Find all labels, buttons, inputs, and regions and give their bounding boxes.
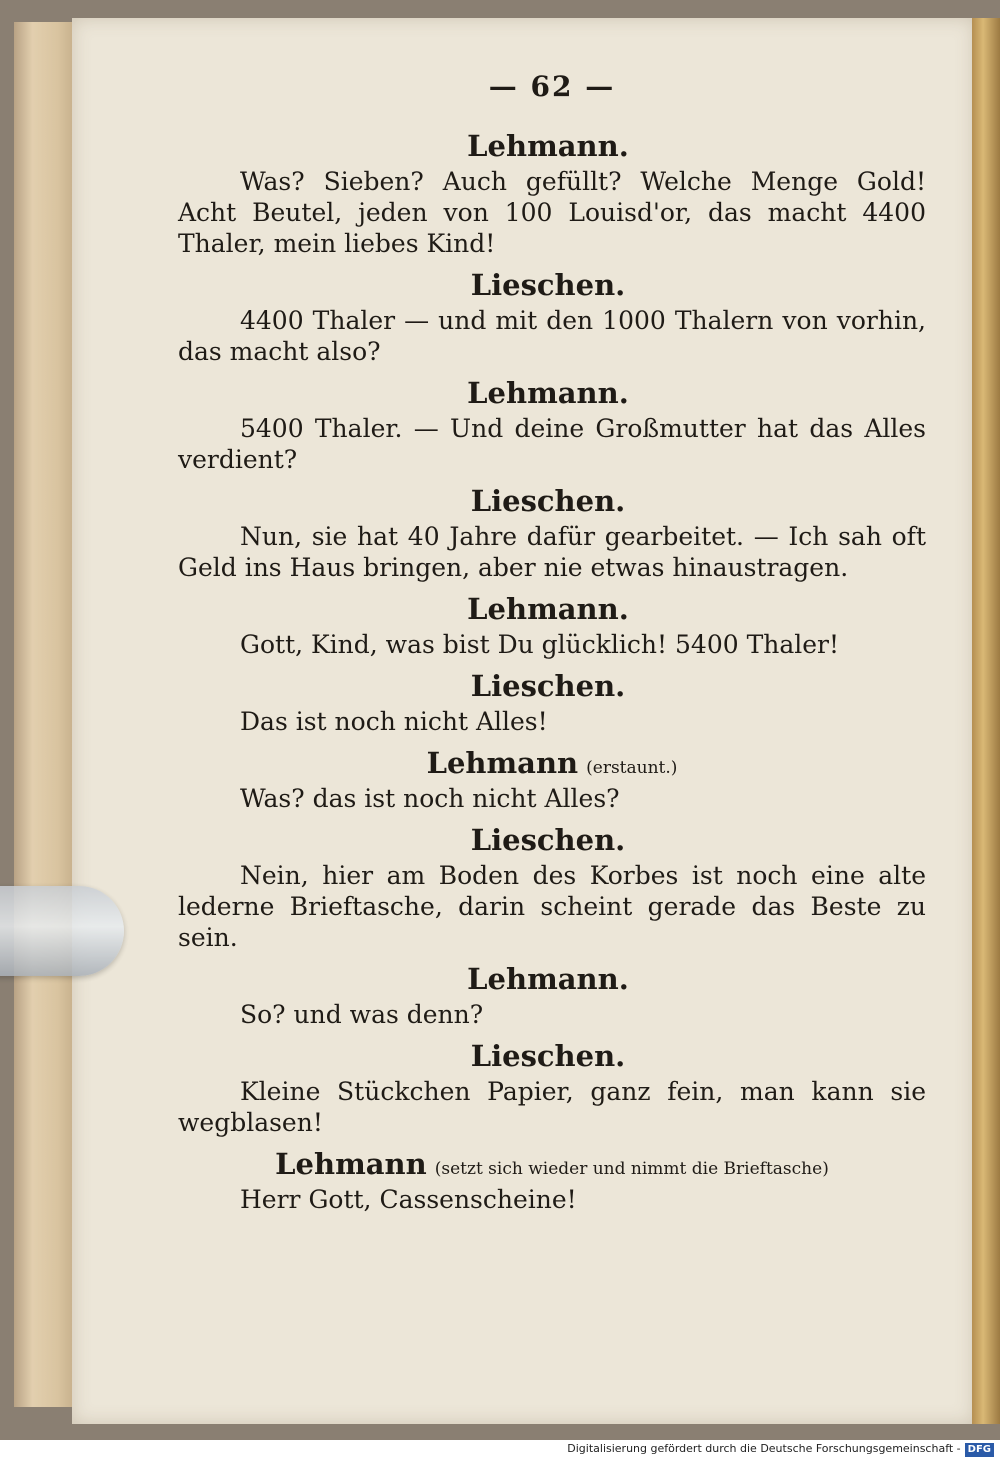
speaker-name: Lieschen.: [470, 669, 626, 703]
dialogue-text: So? und was denn?: [240, 1000, 484, 1029]
speaker-name: Lehmann.: [467, 962, 629, 996]
dialogue-block: [178, 1144, 926, 1215]
dialogue-block: [178, 820, 926, 953]
speaker-name: Lieschen.: [470, 268, 626, 302]
dialogue-text: Herr Gott, Cassenscheine!: [240, 1185, 577, 1214]
dialogue-block: [178, 126, 926, 259]
speaker-name: Lieschen.: [470, 1039, 626, 1073]
speaker-name: Lieschen.: [470, 484, 626, 518]
dialogue-block: [178, 589, 926, 660]
digitization-footer: [0, 1440, 1000, 1458]
book-binding-edge: [972, 18, 1000, 1424]
dialogue-text: Nun, sie hat 40 Jahre dafür gearbeitet. — Ich sah oft Geld ins Haus bringen, aber nie etwas hinaustragen.: [178, 522, 926, 582]
speaker-name: Lieschen.: [470, 823, 626, 857]
dialogue-block: [178, 666, 926, 737]
dialogue-block: [178, 959, 926, 1030]
dialogue-text: 4400 Thaler — und mit den 1000 Thalern von vorhin, das macht also?: [178, 306, 926, 366]
page-stack-edge: [14, 22, 77, 1407]
speaker-name: Lehmann (setzt sich wieder und nimmt die Brieftasche): [275, 1147, 829, 1181]
dialogue-text: Das ist noch nicht Alles!: [240, 707, 548, 736]
dialogue-block: [178, 265, 926, 367]
page-content: [178, 60, 926, 1221]
stage-direction: (erstaunt.): [586, 758, 678, 778]
dialogue-text: Nein, hier am Boden des Korbes ist noch eine alte lederne Brieftasche, darin scheint gerade das Beste zu sein.: [178, 861, 926, 952]
dialogue-text: Was? Sieben? Auch gefüllt? Welche Menge Gold! Acht Beutel, jeden von 100 Louisd'or, das macht 4400 Thaler, mein liebes Kind!: [178, 167, 926, 258]
bookmark-clip: [0, 886, 124, 976]
dialogue-text: Was? das ist noch nicht Alles?: [240, 784, 620, 813]
dialogue-block: [178, 1036, 926, 1138]
dialogue-block: [178, 481, 926, 583]
stage-direction: (setzt sich wieder und nimmt die Brieftasche): [434, 1159, 829, 1179]
speaker-name: Lehmann.: [467, 376, 629, 410]
dialogue-block: [178, 373, 926, 475]
page-number: — 62 —: [488, 70, 616, 103]
dialogue-text: Gott, Kind, was bist Du glücklich! 5400 Thaler!: [240, 630, 840, 659]
speaker-name: Lehmann.: [467, 129, 629, 163]
dialogue-block: [178, 743, 926, 814]
speaker-name: Lehmann (erstaunt.): [426, 746, 678, 780]
speaker-name: Lehmann.: [467, 592, 629, 626]
dialogue-text: 5400 Thaler. — Und deine Großmutter hat das Alles verdient?: [178, 414, 926, 474]
dialogue-text: Kleine Stückchen Papier, ganz fein, man kann sie wegblasen!: [178, 1077, 926, 1137]
footer-text: Digitalisierung gefördert durch die Deutsche Forschungsgemeinschaft -: [567, 1442, 961, 1455]
dfg-logo: DFG: [965, 1443, 994, 1457]
